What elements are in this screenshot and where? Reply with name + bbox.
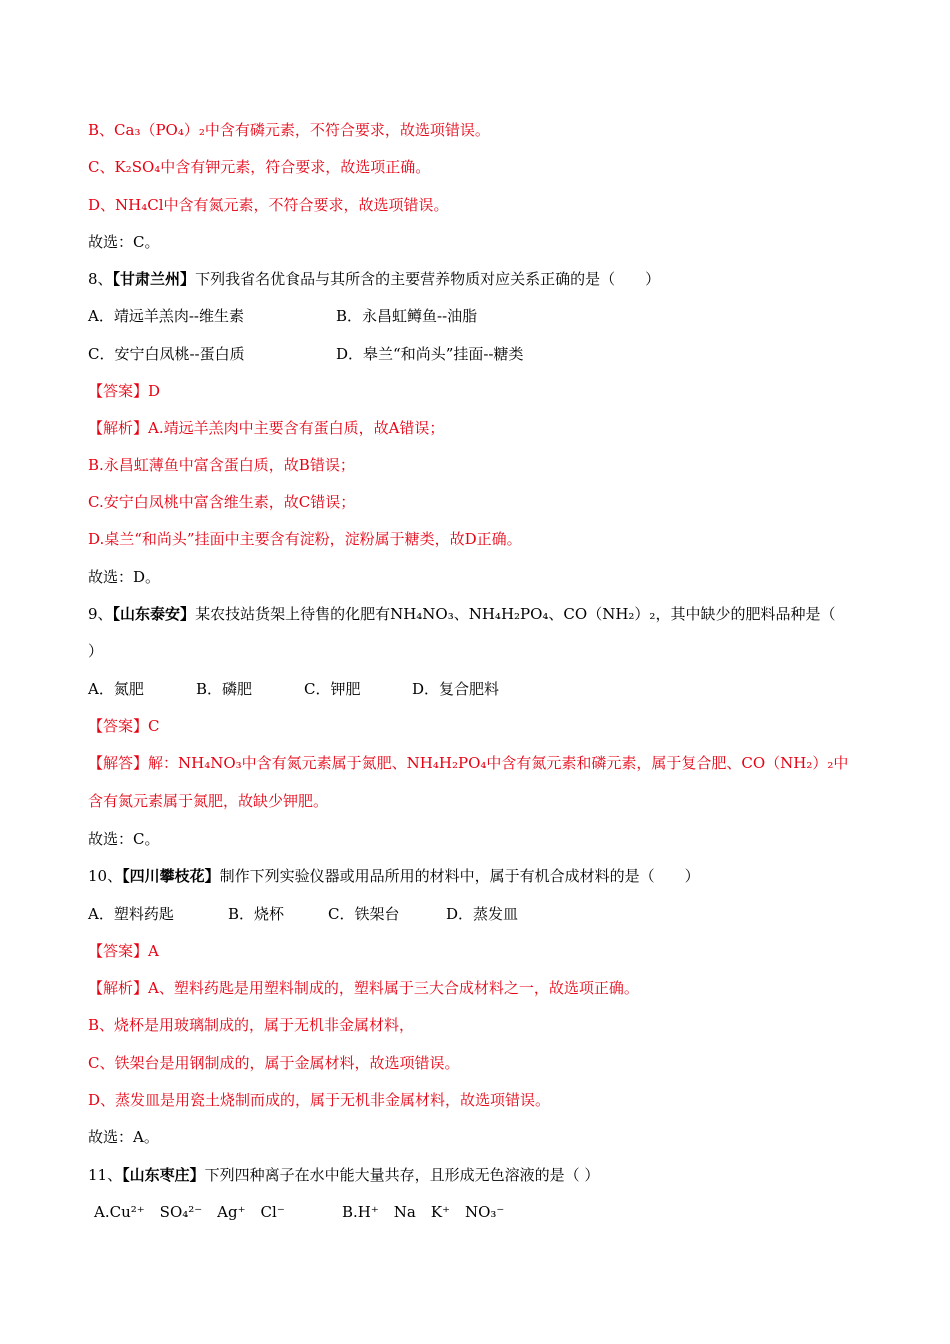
- question-8: [88, 269, 660, 289]
- question-text: 某农技站货架上待售的化肥有NH₄NO₃、NH₄H₂PO₄、CO（NH₂）₂，其中缺少的肥料品种是（: [195, 605, 836, 623]
- explanation-line: 含有氮元素属于氮肥，故缺少钾肥。: [88, 792, 329, 810]
- question-text: 下列我省名优食品与其所含的主要营养物质对应关系正确的是（ ）: [195, 270, 661, 288]
- explanation-line: C、铁架台是用钢制成的，属于金属材料，故选项错误。: [88, 1054, 460, 1072]
- question-number: 8、: [88, 270, 113, 288]
- answer-line: 【答案】D: [88, 382, 161, 400]
- question-10-options: [88, 904, 518, 924]
- question-8-options-row-1: [88, 306, 477, 326]
- option-b: B．磷肥: [196, 680, 253, 698]
- explanation-line-c: C、K₂SO₄中含有钾元素，符合要求，故选项正确。: [88, 158, 431, 176]
- question-8-options-row-2: [88, 344, 524, 364]
- question-text: 制作下列实验仪器或用品所用的材料中，属于有机合成材料的是（ ）: [219, 867, 700, 885]
- question-source-tag: 【山东泰安】: [112, 605, 196, 623]
- selection-line: 故选：D。: [88, 568, 161, 586]
- option-b: B．永昌虹鳟鱼--油脂: [336, 307, 478, 325]
- answer-line: 【答案】C: [88, 717, 160, 735]
- question-11-options: [94, 1202, 504, 1222]
- option-c: C．铁架台: [328, 905, 400, 923]
- explanation-line: D.桌兰“和尚头”挂面中主要含有淀粉，淀粉属于糖类，故D正确。: [88, 530, 522, 548]
- option-d: D．皋兰“和尚头”挂面--糖类: [336, 345, 524, 363]
- option-c: C．钾肥: [304, 680, 361, 698]
- question-10: [88, 866, 700, 886]
- explanation-line: C.安宁白凤桃中富含维生素，故C错误；: [88, 493, 356, 511]
- selection-line: 故选：C。: [88, 233, 160, 251]
- question-source-tag: 【甘肃兰州】: [112, 270, 196, 288]
- explanation-line: B、烧杯是用玻璃制成的，属于无机非金属材料，: [88, 1016, 415, 1034]
- explanation-line: 【解答】解：NH₄NO₃中含有氮元素属于氮肥、NH₄H₂PO₄中含有氮元素和磷元素，属于复合肥、CO（NH₂）₂中: [88, 754, 849, 772]
- explanation-line-d: D、NH₄Cl中含有氮元素，不符合要求，故选项错误。: [88, 196, 449, 214]
- option-b: B．烧杯: [228, 905, 285, 923]
- question-9-continuation: ）: [88, 642, 104, 660]
- question-source-tag: 【四川攀枝花】: [122, 867, 220, 885]
- question-text: 下列四种离子在水中能大量共存，且形成无色溶液的是（ ）: [204, 1166, 600, 1184]
- question-9: [88, 604, 835, 624]
- explanation-line-b: B、Ca₃（PO₄）₂中含有磷元素，不符合要求，故选项错误。: [88, 121, 490, 139]
- question-number: 11、: [88, 1166, 123, 1184]
- question-number: 10、: [88, 867, 123, 885]
- answer-line: 【答案】A: [88, 942, 159, 960]
- question-source-tag: 【山东枣庄】: [122, 1166, 205, 1184]
- explanation-line: 【解析】A、塑料药匙是用塑料制成的，塑料属于三大合成材料之一，故选项正确。: [88, 979, 639, 997]
- option-a: A．靖远羊羔肉--维生素: [88, 307, 244, 325]
- explanation-line: D、蒸发皿是用瓷土烧制而成的，属于无机非金属材料，故选项错误。: [88, 1091, 551, 1109]
- option-a: A．氮肥: [88, 680, 144, 698]
- option-d: D．复合肥料: [412, 680, 500, 698]
- option-d: D．蒸发皿: [446, 905, 519, 923]
- option-b: B.H⁺ Na K⁺ NO₃⁻: [342, 1203, 505, 1221]
- option-c: C．安宁白凤桃--蛋白质: [88, 345, 245, 363]
- explanation-line: B.永昌虹薄鱼中富含蛋白质，故B错误；: [88, 456, 355, 474]
- selection-line: 故选：C。: [88, 830, 160, 848]
- option-a: A.Cu²⁺ SO₄²⁻ Ag⁺ Cl⁻: [94, 1203, 285, 1221]
- option-a: A．塑料药匙: [88, 905, 174, 923]
- selection-line: 故选：A。: [88, 1128, 159, 1146]
- explanation-line: 【解析】A.靖远羊羔肉中主要含有蛋白质，故A错误；: [88, 419, 445, 437]
- question-9-options: [88, 679, 499, 699]
- question-number: 9、: [88, 605, 113, 623]
- question-11: [88, 1165, 599, 1185]
